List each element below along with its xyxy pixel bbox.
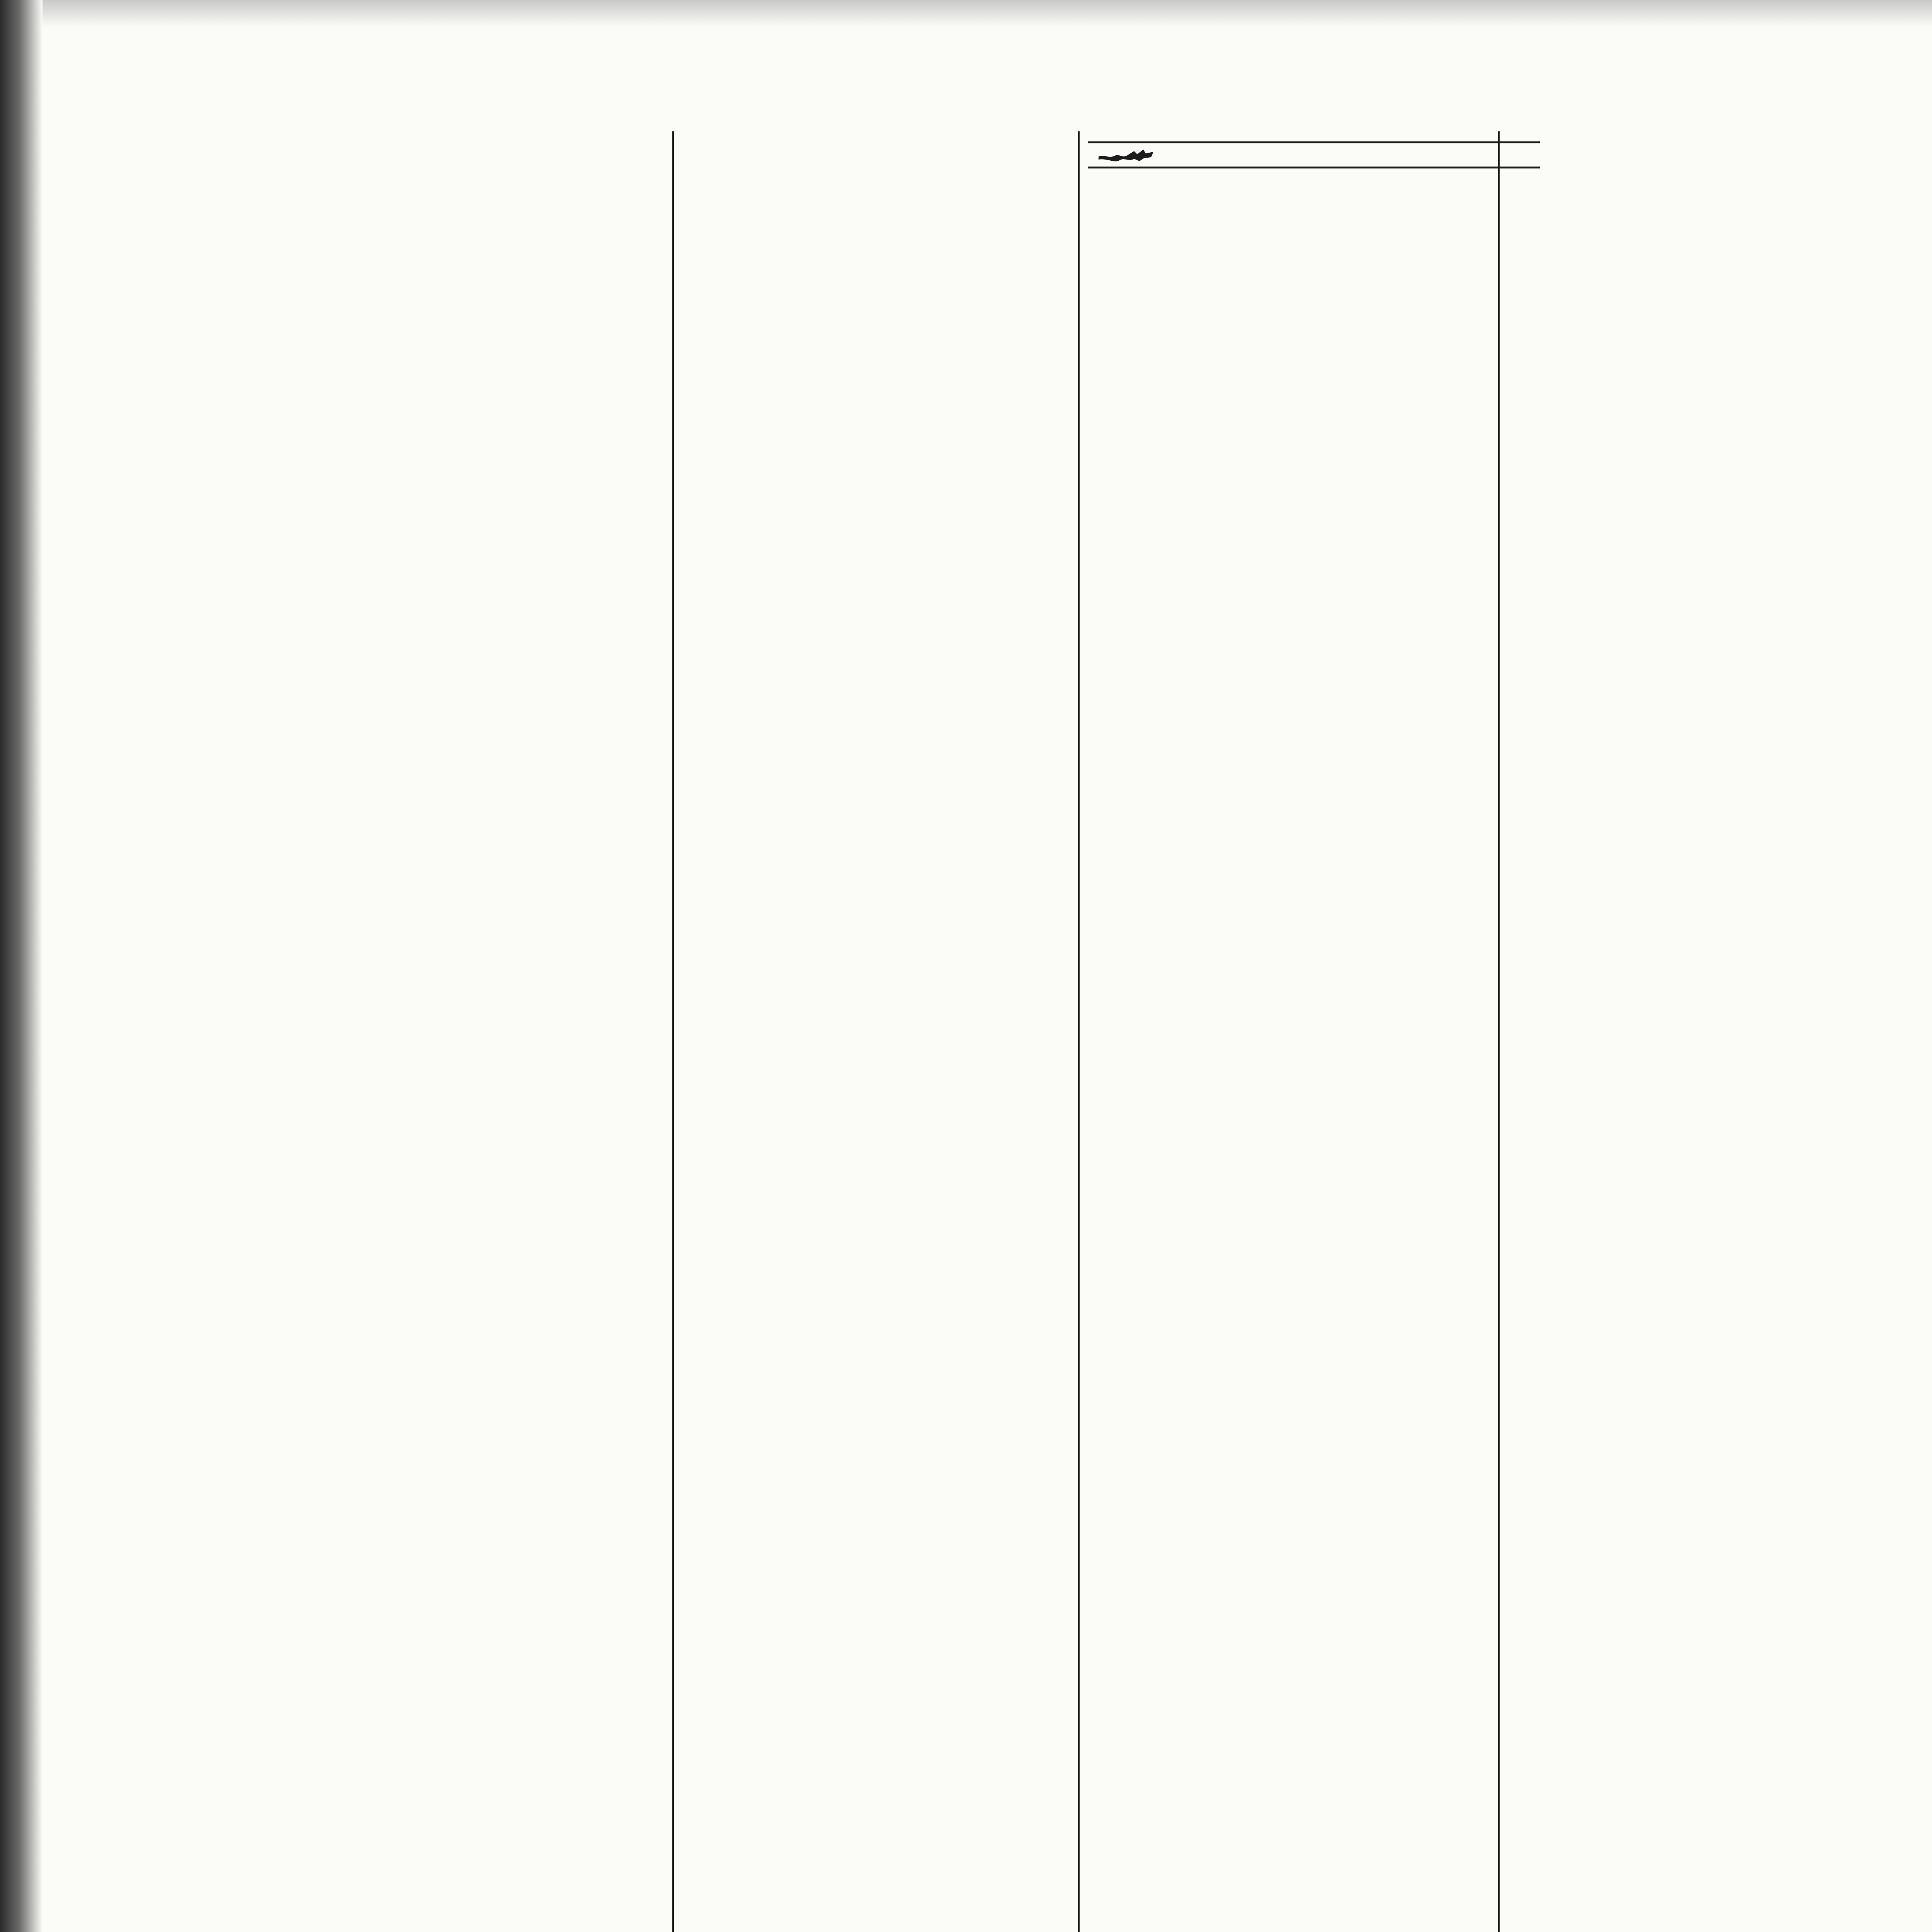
section-header <box>1088 141 1540 168</box>
scan-top-edge <box>43 0 1932 27</box>
column-2 <box>684 131 1136 1932</box>
scan-left-shadow <box>0 0 43 1932</box>
hand-pointer-ornament-icon <box>1097 146 1155 165</box>
column-rule <box>672 131 674 1932</box>
column-1 <box>212 131 664 1932</box>
column-4 <box>1509 131 1932 1932</box>
column-3 <box>1088 131 1540 1932</box>
